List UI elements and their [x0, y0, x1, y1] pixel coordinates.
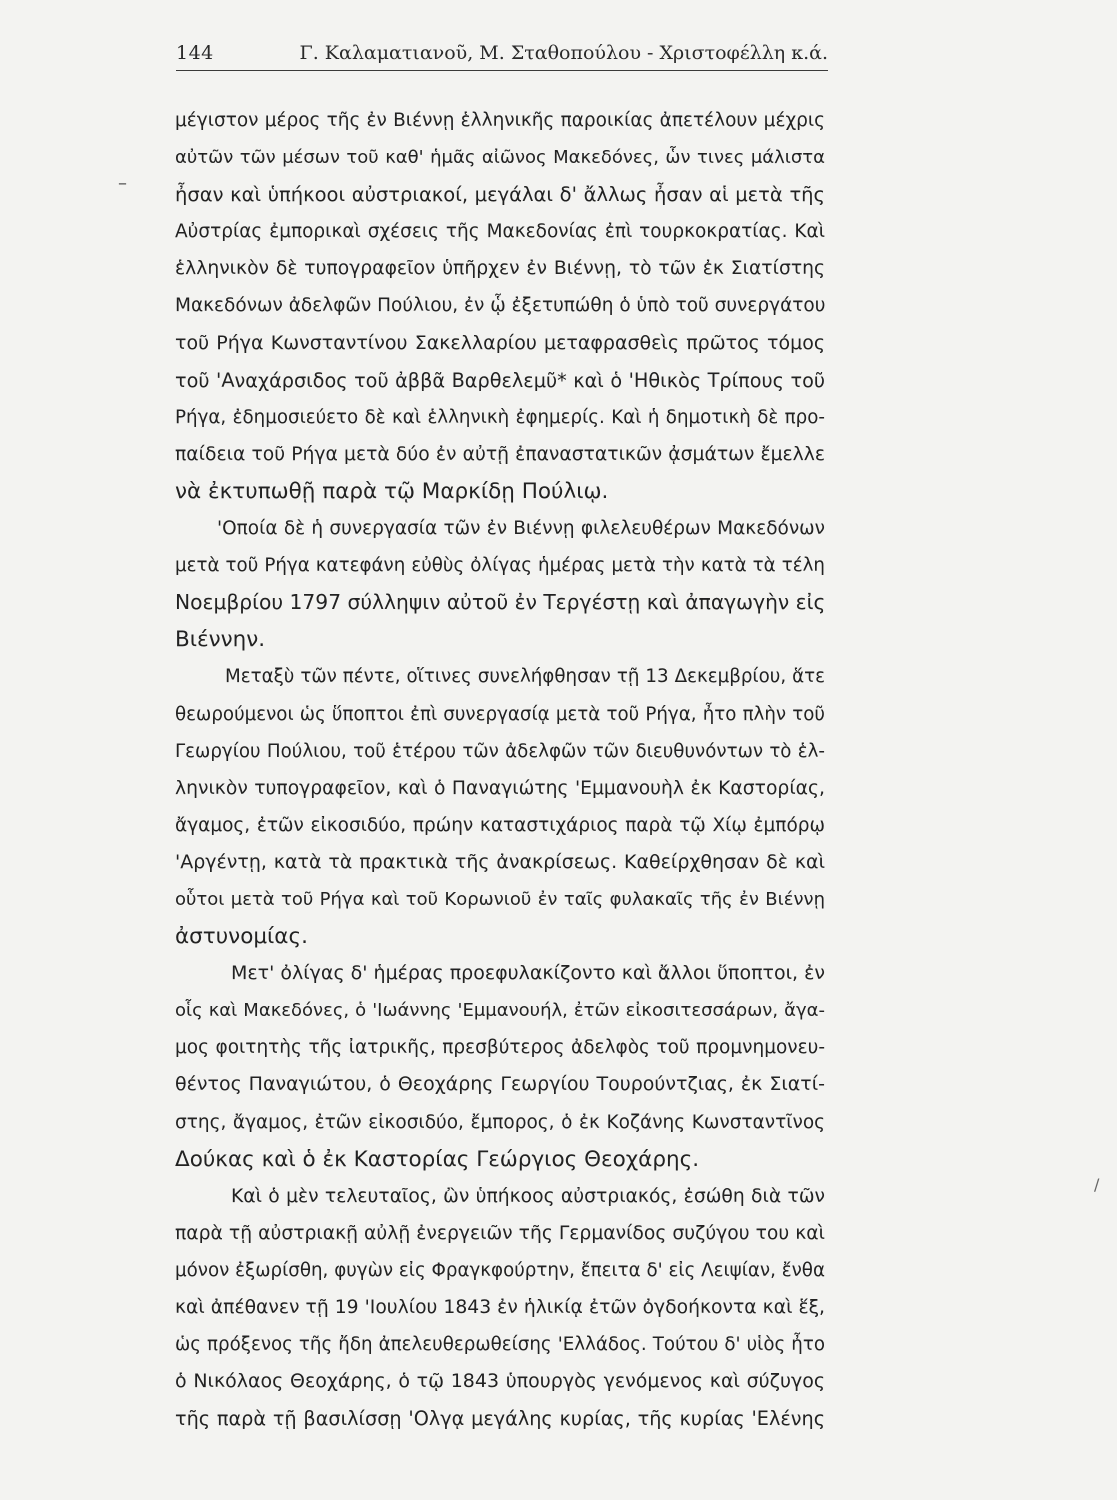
stray-mark: /: [1094, 1175, 1100, 1194]
text-line: νὰ ἐκτυπωθῇ παρὰ τῷ Μαρκίδῃ Πούλιῳ.: [175, 478, 609, 504]
text-line: 'Αργέντῃ, κατὰ τὰ πρακτικὰ τῆς ἀνακρίσεως. Καθείρχθησαν δὲ καὶ: [175, 850, 825, 873]
text-line: Νοεμβρίου 1797 σύλληψιν αὐτοῦ ἐν Τεργέστῃ καὶ ἀπαγωγὴν εἰς: [175, 590, 826, 615]
text-line: 'Οποία δὲ ἡ συνεργασία τῶν ἐν Βιέννῃ φιλελευθέρων Μακεδόνων: [217, 518, 825, 540]
text-line: μόνον ἐξωρίσθη, φυγὼν εἰς Φραγκφούρτην, ἔπειτα δ' εἰς Λειψίαν, ἔνθα: [175, 1259, 825, 1281]
text-line: καὶ ἀπέθανεν τῇ 19 'Ιουλίου 1843 ἐν ἡλικίᾳ ἐτῶν ὀγδοήκοντα καὶ ἕξ,: [175, 1297, 825, 1318]
text-line: αὐτῶν τῶν μέσων τοῦ καθ' ἡμᾶς αἰῶνος Μακεδόνες, ὧν τινες μάλιστα: [175, 147, 825, 169]
header-rule: [176, 70, 828, 71]
text-line: ἑλληνικὸν δὲ τυπογραφεῖον ὑπῆρχεν ἐν Βιέννῃ, τὸ τῶν ἐκ Σιατίστης: [175, 258, 825, 280]
page-header: [176, 38, 828, 72]
text-line: οὗτοι μετὰ τοῦ Ρήγα καὶ τοῦ Κορωνιοῦ ἐν ταῖς φυλακαῖς τῆς ἐν Βιέννῃ: [175, 888, 825, 910]
text-line: Μετ' ὀλίγας δ' ἡμέρας προεφυλακίζοντο καὶ ἄλλοι ὕποπτοι, ἐν: [231, 962, 825, 985]
text-line: μος φοιτητὴς τῆς ἰατρικῆς, πρεσβύτερος ἀδελφὸς τοῦ προμνημονευ-: [175, 1037, 825, 1059]
page-number: 144: [176, 42, 214, 64]
text-line: ἄγαμος, ἐτῶν εἰκοσιδύο, πρώην καταστιχάριος παρὰ τῷ Χίῳ ἐμπόρῳ: [175, 814, 825, 836]
text-line: παίδεια τοῦ Ρήγα μετὰ δύο ἐν αὐτῇ ἐπαναστατικῶν ᾀσμάτων ἔμελλε: [175, 443, 825, 465]
text-line: Μεταξὺ τῶν πέντε, οἵτινες συνελήφθησαν τῇ 13 Δεκεμβρίου, ἅτε: [225, 666, 825, 688]
text-line: τοῦ 'Αναχάρσιδος τοῦ ἀββᾶ Βαρθελεμῦ* καὶ ὁ 'Ηθικὸς Τρίπους τοῦ: [175, 368, 825, 392]
running-head: Γ. Καλαματιανοῦ, Μ. Σταθοπούλου - Χριστοφέλλη κ.ά.: [299, 42, 828, 64]
text-line: Αὐστρίας ἐμπορικαὶ σχέσεις τῆς Μακεδονίας ἐπὶ τουρκοκρατίας. Καὶ: [175, 221, 825, 243]
text-line: ὡς πρόξενος τῆς ἤδη ἀπελευθερωθείσης 'Ελλάδος. Τούτου δ' υἱὸς ἦτο: [175, 1334, 825, 1356]
text-line: θέντος Παναγιώτου, ὁ Θεοχάρης Γεωργίου Τουρούντζιας, ἐκ Σιατί-: [175, 1073, 825, 1096]
text-line: Γεωργίου Πούλιου, τοῦ ἑτέρου τῶν ἀδελφῶν τῶν διευθυνόντων τὸ ἑλ-: [175, 740, 825, 762]
text-line: οἷς καὶ Μακεδόνες, ὁ 'Ιωάννης 'Εμμανουήλ, ἐτῶν εἰκοσιτεσσάρων, ἄγα-: [175, 1000, 825, 1022]
text-line: τοῦ Ρήγα Κωνσταντίνου Σακελλαρίου μεταφρασθεὶς πρῶτος τόμος: [175, 331, 825, 354]
text-line: μέγιστον μέρος τῆς ἐν Βιέννῃ ἑλληνικῆς παροικίας ἀπετέλουν μέχρις: [175, 110, 825, 131]
text-line: ἦσαν καὶ ὑπήκοοι αὐστριακοί, μεγάλαι δ' ἄλλως ἦσαν αἱ μετὰ τῆς: [175, 183, 825, 207]
text-line: θεωρούμενοι ὡς ὕποπτοι ἐπὶ συνεργασίᾳ μετὰ τοῦ Ρήγα, ἦτο πλὴν τοῦ: [175, 703, 825, 725]
text-line: ἀστυνομίας.: [175, 924, 308, 950]
text-line: παρὰ τῇ αὐστριακῇ αὐλῇ ἐνεργειῶν τῆς Γερμανίδος συζύγου του καὶ: [175, 1222, 825, 1244]
text-line: ληνικὸν τυπογραφεῖον, καὶ ὁ Παναγιώτης 'Εμμανουὴλ ἐκ Καστορίας,: [175, 777, 825, 799]
margin-mark: –: [118, 173, 127, 194]
text-line: Καὶ ὁ μὲν τελευταῖος, ὢν ὑπήκοος αὐστριακός, ἐσώθη διὰ τῶν: [231, 1185, 825, 1207]
text-line: Ρήγα, ἐδημοσιεύετο δὲ καὶ ἑλληνικὴ ἐφημερίς. Καὶ ἡ δημοτικὴ δὲ προ-: [175, 406, 825, 428]
text-line: ὁ Νικόλαος Θεοχάρης, ὁ τῷ 1843 ὑπουργὸς γενόμενος καὶ σύζυγος: [175, 1370, 825, 1393]
body-text: [175, 102, 825, 1437]
text-line: τῆς παρὰ τῇ βασιλίσσῃ 'Ολγᾳ μεγάλης κυρίας, τῆς κυρίας 'Ελένης: [175, 1407, 825, 1431]
text-line: μετὰ τοῦ Ρήγα κατεφάνη εὐθὺς ὀλίγας ἡμέρας μετὰ τὴν κατὰ τὰ τέλη: [175, 555, 825, 577]
text-line: Μακεδόνων ἀδελφῶν Πούλιου, ἐν ᾧ ἐξετυπώθη ὁ ὑπὸ τοῦ συνεργάτου: [175, 295, 826, 317]
text-line: Βιέννην.: [175, 627, 266, 653]
text-line: στης, ἄγαμος, ἐτῶν εἰκοσιδύο, ἔμπορος, ὁ ἐκ Κοζάνης Κωνσταντῖνος: [175, 1111, 825, 1133]
text-line: Δούκας καὶ ὁ ἐκ Καστορίας Γεώργιος Θεοχάρης.: [175, 1146, 700, 1172]
